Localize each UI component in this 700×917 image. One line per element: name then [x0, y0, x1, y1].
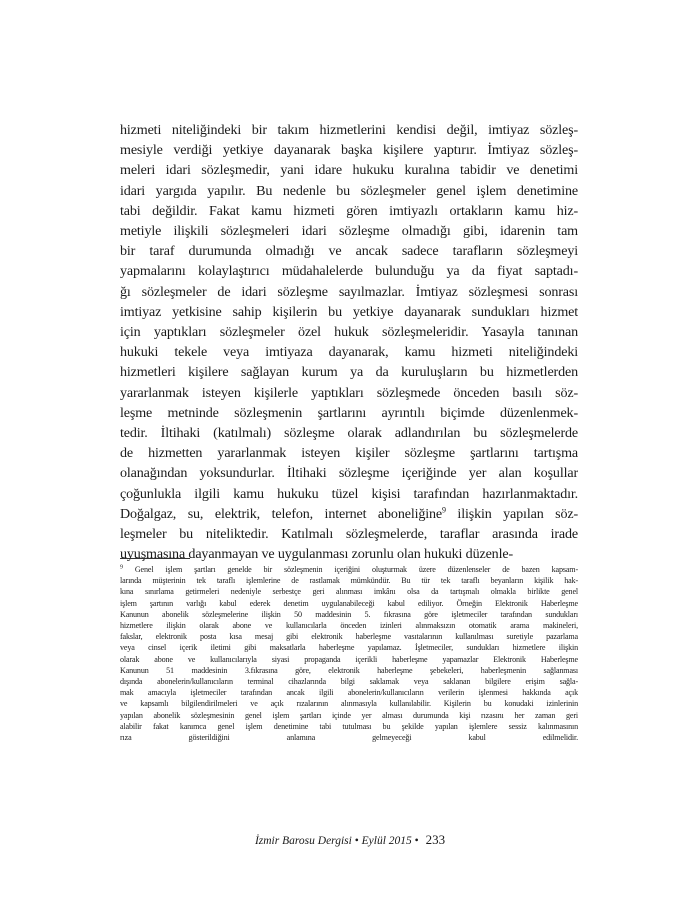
body-line: meleri idari sözleşmedir, yani idare hukuku kuralına tabidir ve denetimi: [120, 162, 578, 179]
journal-name: İzmir Barosu Dergisi: [254, 835, 352, 847]
body-line: tabi değildir. Fakat kamu hizmeti gören imtiyazlı ortakların kamu hiz-: [120, 202, 578, 219]
page-number: 233: [425, 832, 446, 847]
footnote-reference[interactable]: 9: [442, 505, 446, 515]
body-line-text: ilişkin yapılan söz-: [445, 505, 578, 522]
body-line: ğı sözleşmeler de idari sözleşme sayılmazlar. İmtiyaz sözleşmesi sonrası: [120, 283, 578, 300]
separator: •: [411, 835, 422, 847]
footnote-line: Kanunun abonelik sözleşmelerine ilişkin 50 maddesinin 5. fıkrasına göre işletmeciler tarafından sundukları: [120, 609, 578, 619]
footnote-line: yapılan abonelik sözleşmesinin genel işlem şartları içinde yer alması durumunda kişi rızasını her zaman geri: [120, 710, 578, 720]
body-line: çoğunlukla ilgili kamu hukuku tüzel kişisi tarafından hazırlanmaktadır.: [120, 485, 578, 502]
footnote-line: alabilir fakat kanımca genel işlem denetimine tabi tutulması bu şekilde yapılan işlemlere sessiz kalınmasının: [120, 721, 578, 731]
separator: •: [351, 835, 362, 847]
footnote-divider: [120, 558, 190, 559]
body-line: hukuki tekele veya imtiyaza dayanarak, kamu hizmeti niteliğindeki: [120, 344, 578, 361]
body-line: metiyle ilişkili sözleşmeleri idari sözleşme olmadığı gibi, idarenin tam: [120, 223, 578, 240]
footnote-line: mak amacıyla işletmeciler tarafından ancak ilgili abonelerin/kullanıcıların verilerin işlenmesi hakkında açık: [120, 688, 578, 698]
footnote-line: veya cinsel içerik iletimi gibi maksatlarla haberleşme yapılamaz. İşletmeciler, sundukları hizmetlere ilişkin: [120, 643, 578, 653]
body-line: mesiyle verdiği yetkiye dayanarak başka kişilere yaptırır. İmtiyaz sözleş-: [120, 142, 578, 159]
page-footer: [0, 832, 700, 848]
footnote-line: dışında abonelerin/kullanıcıların terminal cihazlarında bilgi saklamak veya saklanan bilgilere erişim sağla-: [120, 677, 578, 687]
body-line: leşmeler bu niteliktedir. Katılmalı sözleşmelerde, taraflar arasında irade: [120, 526, 578, 543]
footnote-number: 9: [120, 564, 123, 571]
body-line: hizmeti niteliğindeki bir takım hizmetlerini kendisi değil, imtiyaz sözleş-: [120, 122, 578, 138]
issue-date: Eylül 2015: [361, 835, 412, 847]
footnote-line: fakslar, elektronik posta kısa mesaj gibi elektronik haberleşme vasıtalarının kullanılması suretiyle pazarlama: [120, 632, 578, 642]
body-line: için yaptıkları sözleşmeler özel hukuk sözleşmeleridir. Yasayla tanınan: [120, 324, 578, 341]
footnote-line: hizmetlere ilişkin olarak abone ve kullanıcılarla önceden izinleri alınmaksızın otomatik arama makineleri,: [120, 621, 578, 631]
body-line: tedir. İltihaki (katılmalı) sözleşme olarak adlandırılan bu sözleşmelerde: [120, 425, 578, 442]
body-line: hizmetleri kişilere sağlayan kurum ya da kuruluşların bu hizmetlerden: [120, 364, 578, 381]
body-line: idari yargıda yapılır. Bu nedenle bu sözleşmeler genel işlem denetimine: [120, 182, 578, 199]
body-line-text: Doğalgaz, su, elektrik, telefon, internet aboneliğine: [120, 505, 443, 522]
body-line: bir taraf durumunda olmadığı ve ancak sadece tarafların sözleşmeyi: [120, 243, 578, 260]
body-line: de hizmetten yararlanmak isteyen kişiler sözleşme şartlarını tartışma: [120, 445, 578, 462]
body-line: leşme metninde sözleşmenin şartlarını ayrıntılı biçimde düzenlenmek-: [120, 404, 578, 421]
body-text: [120, 120, 578, 564]
footnote-line: larında müşterinin tek taraflı işlemlerine de rastlamak mümkündür. Bu tür tek taraflı beyanların kişilik hak-: [120, 576, 578, 586]
footnote-text: Genel işlem şartları genelde bir sözleşmenin içeriğini oluşturmak üzere düzenlenseler de bazen kapsam-: [122, 565, 578, 574]
footnote-line: olarak abone ve kullanıcılarıyla siyasi propaganda içerikli haberleşme yapamazlar Elektronik Haberleşme: [120, 654, 578, 664]
body-line: yapmalarını kolaylaştırıcı müdahalelerde bulunduğu ya da fiyat saptadı-: [120, 263, 578, 280]
footnote: [120, 564, 578, 743]
footnote-line: ve kapsamlı bilgilendirilmeleri ve açık rızalarının alınmasıyla kullanılabilir. Kişilerin bu konudaki izinlerinin: [120, 699, 578, 709]
body-line: uyuşmasına dayanmayan ve uygulanması zorunlu olan hukuki düzenle-: [120, 546, 513, 563]
footnote-line: [120, 564, 578, 575]
body-line-with-footnote: [120, 504, 578, 524]
footnote-line: işlem şartının varlığı kabul ederek denetim uygulanabileceği kabul ediliyor. Örneğin Elektronik Haberleşme: [120, 598, 578, 608]
body-line: olanağından yoksundurlar. İltihaki sözleşme içeriğinde yer alan koşullar: [120, 465, 578, 482]
body-line: imtiyaz yetkisine sahip kişilerin bu yetkiye dayanarak sundukları hizmet: [120, 303, 578, 320]
footnote-line: Kanunun 51 maddesinin 3.fıkrasına göre, elektronik haberleşme şebekeleri, haberleşmenin sağlanması: [120, 665, 578, 675]
footnote-line: rıza gösterildiğini anlamına gelmeyeceği kabul edilmelidir.: [120, 733, 578, 743]
body-line: yararlanmak isteyen kişilerle yaptıkları sözleşmede önceden basılı söz-: [120, 384, 578, 401]
footnote-line: kına sınırlama getirmeleri nedeniyle serbestçe geri alınması imkânı olsa da tartışmalı olmakla birlikte genel: [120, 587, 578, 597]
